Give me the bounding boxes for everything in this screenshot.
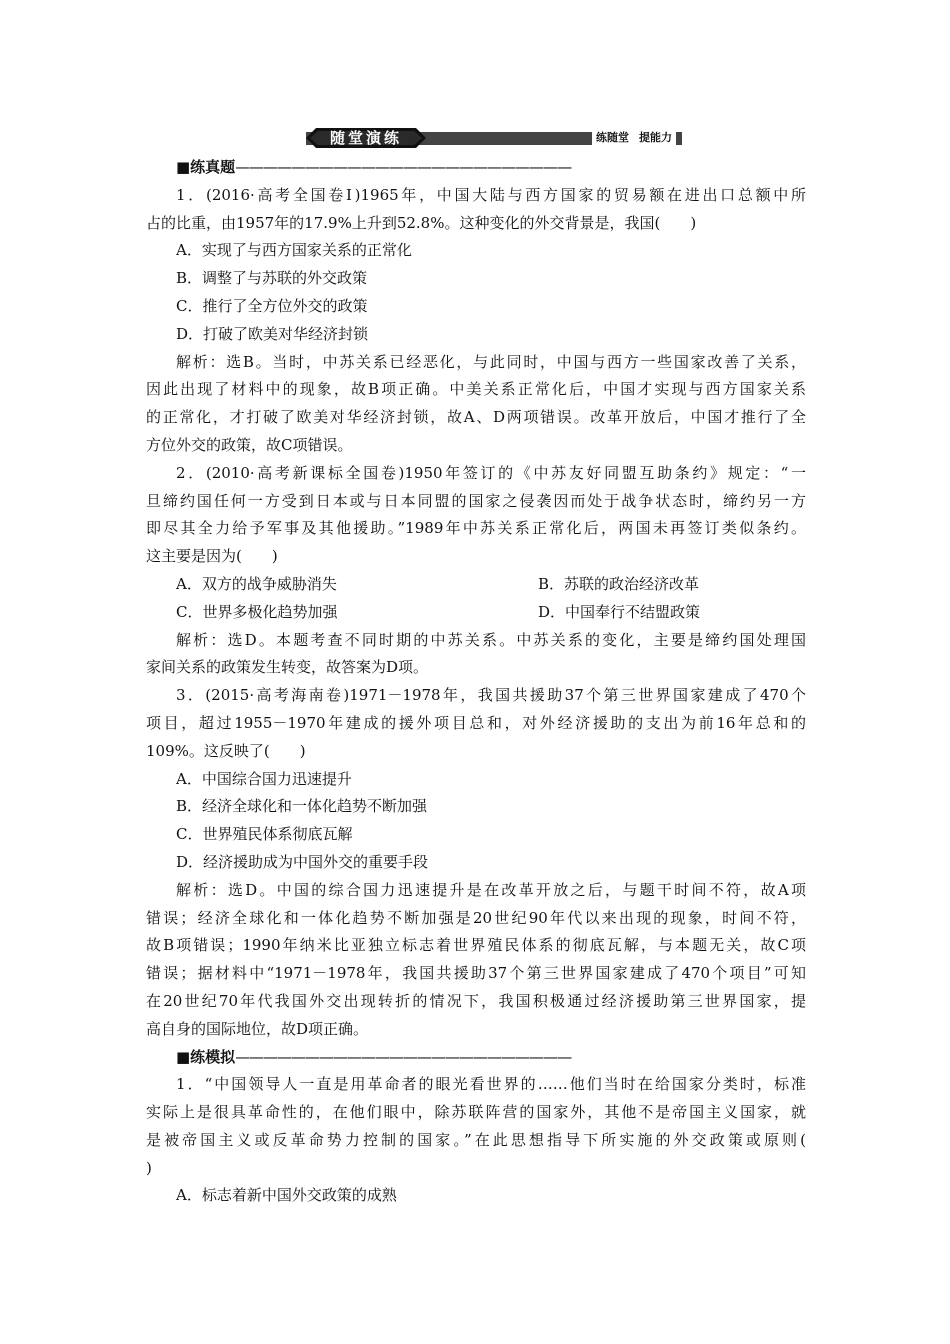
mock-question-1-line: ) xyxy=(146,1158,152,1177)
options-row xyxy=(146,599,806,627)
section-banner xyxy=(306,128,682,148)
analysis-line: 家间关系的政策发生转变，故答案为D项。 xyxy=(146,658,429,677)
option-d: D．经济援助成为中国外交的重要手段 xyxy=(176,852,429,871)
option-b: B．调整了与苏联的外交政策 xyxy=(176,269,368,288)
banner-subtitle-1: 练随堂 xyxy=(596,131,629,144)
question-2-line: 2．(2010·高考新课标全国卷)1950年签订的《中苏友好同盟互助条约》规定：“一 xyxy=(176,463,806,482)
analysis-line: 解析：选D。本题考查不同时期的中苏关系。中苏关系的变化，主要是缔约国处理国 xyxy=(176,630,806,649)
section-heading-mock: ■练模拟———————————————————————— xyxy=(176,1047,572,1066)
option-a: A．标志着新中国外交政策的成熟 xyxy=(176,1186,397,1205)
option-d: D．中国奉行不结盟政策 xyxy=(538,602,701,621)
question-3-line: 109%。这反映了( ) xyxy=(146,741,306,760)
analysis-line: 方位外交的政策，故C项错误。 xyxy=(146,435,353,454)
question-3-line: 3．(2015·高考海南卷)1971－1978年，我国共援助37个第三世界国家建成了470个 xyxy=(176,686,806,705)
analysis-line: 在20世纪70年代我国外交出现转折的情况下，我国积极通过经济援助第三世界国家，提 xyxy=(146,991,806,1010)
analysis-line: 因此出现了材料中的现象，故B项正确。中美关系正常化后，中国才实现与西方国家关系 xyxy=(146,380,806,399)
option-a: A．双方的战争威胁消失 xyxy=(176,574,337,593)
option-c: C．推行了全方位外交的政策 xyxy=(176,296,368,315)
option-c: C．世界多极化趋势加强 xyxy=(176,602,338,621)
section-heading-real: ■练真题———————————————————————— xyxy=(176,158,572,176)
banner-title: 随堂演练 xyxy=(329,129,402,147)
analysis-line: 错误；经济全球化和一体化趋势不断加强是20世纪90年代以来出现的现象，时间不符， xyxy=(146,908,806,927)
analysis-line: 解析：选B。当时，中苏关系已经恶化，与此同时，中国与西方一些国家改善了关系， xyxy=(176,352,806,371)
analysis-line: 高自身的国际地位，故D项正确。 xyxy=(146,1019,369,1038)
options-row xyxy=(146,571,806,599)
mock-question-1-line: 1．“中国领导人一直是用革命者的眼光看世界的……他们当时在给国家分类时，标准 xyxy=(176,1075,806,1094)
option-c: C．世界殖民体系彻底瓦解 xyxy=(176,825,353,844)
option-b: B．苏联的政治经济改革 xyxy=(538,574,700,593)
mock-question-1-line: 实际上是很具革命性的，在他们眼中，除苏联阵营的国家外，其他不是帝国主义国家，就 xyxy=(146,1103,806,1122)
question-2-line: 即尽其全力给予军事及其他援助。”1989年中苏关系正常化后，两国未再签订类似条约。 xyxy=(146,519,806,538)
question-2-line: 这主要是因为( ) xyxy=(146,547,278,566)
option-a: A．实现了与西方国家关系的正常化 xyxy=(176,241,412,260)
analysis-line: 错误；据材料中“1971－1978年，我国共援助37个第三世界国家建成了470个项目”可知 xyxy=(146,964,806,983)
question-3-line: 项目，超过1955－1970年建成的援外项目总和，对外经济援助的支出为前16年总和的 xyxy=(146,713,806,732)
question-1-line: 1．(2016·高考全国卷Ⅰ)1965年，中国大陆与西方国家的贸易额在进出口总额中所 xyxy=(176,185,806,204)
analysis-line: 的正常化，才打破了欧美对华经济封锁，故A、D两项错误。改革开放后，中国才推行了全 xyxy=(146,408,806,427)
mock-question-1-line: 是被帝国主义或反革命势力控制的国家。”在此思想指导下所实施的外交政策或原则( xyxy=(146,1130,806,1149)
banner-subtitle xyxy=(592,128,676,148)
analysis-line: 解析：选D。中国的综合国力迅速提升是在改革开放之后，与题干时间不符，故A项 xyxy=(176,880,806,899)
option-a: A．中国综合国力迅速提升 xyxy=(176,769,352,788)
analysis-line: 故B项错误；1990年纳米比亚独立标志着世界殖民体系的彻底瓦解，与本题无关，故C项 xyxy=(146,936,806,955)
banner-subtitle-2: 提能力 xyxy=(639,131,672,144)
question-2-line: 旦缔约国任何一方受到日本或与日本同盟的国家之侵袭因而处于战争状态时，缔约另一方 xyxy=(146,491,806,510)
question-1-line: 占的比重，由1957年的17.9%上升到52.8%。这种变化的外交背景是，我国( ) xyxy=(146,213,697,232)
option-b: B．经济全球化和一体化趋势不断加强 xyxy=(176,797,428,816)
option-d: D．打破了欧美对华经济封锁 xyxy=(176,324,369,343)
document-body xyxy=(146,154,806,1210)
